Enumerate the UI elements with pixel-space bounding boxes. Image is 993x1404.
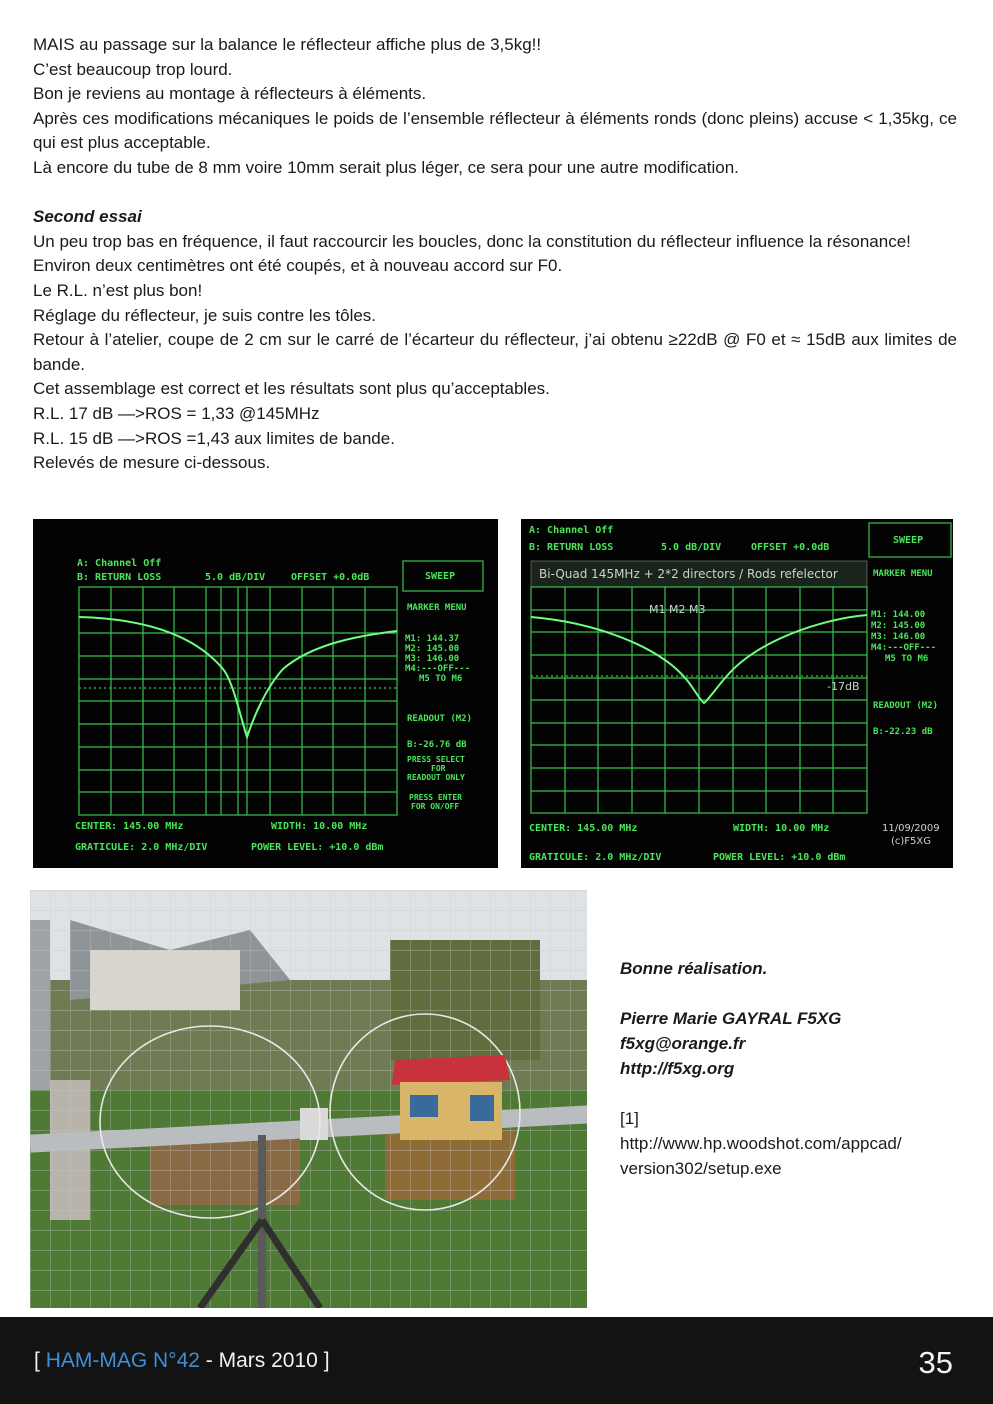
reference-url-line1[interactable]: http://www.hp.woodshot.com/appcad/: [620, 1134, 902, 1153]
author-email-link[interactable]: f5xg@orange.fr: [620, 1034, 746, 1053]
marker-4-readout: M4:---OFF---: [405, 664, 471, 674]
analyzer-display-1: [33, 519, 498, 868]
closing-greeting: Bonne réalisation.: [620, 959, 768, 978]
marker-1-readout: M1: 144.00: [871, 610, 926, 620]
page-footer: [0, 1317, 993, 1404]
marker-5-readout: M5 TO M6: [419, 674, 463, 684]
graticule-scale: GRATICULE: 2.0 MHz/DIV: [75, 842, 208, 853]
paragraph: Environ deux centimètres ont été coupés, et à nouveau accord sur F0.: [33, 256, 563, 276]
sweep-label: SWEEP: [425, 571, 456, 582]
analyzer-display-2: [521, 519, 953, 868]
capture-date: 11/09/2009: [882, 823, 940, 834]
marker-menu-label: MARKER MENU: [873, 569, 933, 579]
paragraph: Un peu trop bas en fréquence, il faut raccourcir les boucles, donc la constitution du réflecteur influence la résonance!: [33, 231, 911, 251]
center-frequency: CENTER: 145.00 MHz: [529, 823, 638, 834]
author-website-link[interactable]: http://f5xg.org: [620, 1059, 735, 1078]
paragraph: MAIS au passage sur la balance le réflecteur affiche plus de 3,5kg!!: [33, 35, 542, 54]
readout-value: B:-26.76 dB: [407, 740, 467, 750]
sweep-label: SWEEP: [893, 535, 924, 546]
paragraph: Cet assemblage est correct et les résultats sont plus qu’acceptables.: [33, 379, 550, 399]
hint-text: PRESS ENTER: [409, 793, 462, 802]
paragraph: Le R.L. n’est plus bon!: [33, 280, 203, 300]
span-width: WIDTH: 10.00 MHz: [733, 823, 830, 834]
analyzer-screenshot-1: [33, 519, 498, 868]
readout-label: READOUT (M2): [873, 701, 939, 711]
marker-2-readout: M2: 145.00: [871, 621, 926, 631]
span-width: WIDTH: 10.00 MHz: [271, 821, 368, 832]
marker-3-readout: M3: 146.00: [871, 632, 926, 642]
marker-menu-label: MARKER MENU: [407, 603, 467, 613]
bracket-open: [: [34, 1349, 40, 1372]
paragraph: Relevés de mesure ci-dessous.: [33, 453, 271, 473]
antenna-photo-illustration: [30, 890, 587, 1308]
graph-annotation: Bi-Quad 145MHz + 2*2 directors / Rods refelector: [539, 567, 838, 581]
issue-date: Mars 2010: [218, 1349, 318, 1372]
paragraph: R.L. 17 dB —>ROS = 1,33 @145MHz: [33, 403, 320, 423]
power-level: POWER LEVEL: +10.0 dBm: [251, 842, 384, 853]
paragraph: Retour à l’atelier, coupe de 2 cm sur le carré de l’écarteur du réflecteur, j’ai obtenu ≥22dB @ F0 et ≈ 15dB aux limites de bande.: [33, 330, 957, 374]
page-number: 35: [918, 1345, 953, 1380]
antenna-photo: [30, 890, 587, 1308]
readout-value: B:-22.23 dB: [873, 727, 933, 737]
paragraph: R.L. 15 dB —>ROS =1,43 aux limites de bande.: [33, 428, 395, 448]
capture-credit: (c)F5XG: [891, 836, 932, 847]
paragraph: Après ces modifications mécaniques le poids de l’ensemble réflecteur à éléments ronds (donc pleins) accuse < 1,35kg, ce qui est plus acceptable.: [33, 108, 957, 153]
spacer: [620, 1081, 960, 1106]
author-name: Pierre Marie GAYRAL F5XG: [620, 1009, 842, 1028]
channel-a-label: A: Channel Off: [77, 558, 162, 569]
marker-1-readout: M1: 144.37: [405, 634, 460, 644]
section-heading: Second essai: [33, 207, 142, 227]
readout-label: READOUT (M2): [407, 714, 473, 724]
offset-label: OFFSET +0.0dB: [751, 542, 830, 553]
article-body: [33, 33, 957, 476]
channel-b-label: B: RETURN LOSS: [77, 572, 162, 583]
marker-3-readout: M3: 146.00: [405, 654, 460, 664]
offset-label: OFFSET +0.0dB: [291, 572, 370, 583]
reference-number: [1]: [620, 1109, 639, 1128]
graticule-scale: GRATICULE: 2.0 MHz/DIV: [529, 852, 662, 863]
analyzer-screenshot-2: [521, 519, 953, 868]
spacer: [33, 181, 957, 206]
marker-4-readout: M4:---OFF---: [871, 643, 937, 653]
signature-block: [620, 956, 960, 1181]
power-level: POWER LEVEL: +10.0 dBm: [713, 852, 846, 863]
paragraph: Réglage du réflecteur, je suis contre les tôles.: [33, 305, 377, 325]
magazine-issue: HAM-MAG N°42: [45, 1349, 200, 1372]
marker-2-readout: M2: 145.00: [405, 644, 460, 654]
hint-text: FOR: [431, 764, 446, 773]
marker-5-readout: M5 TO M6: [885, 654, 929, 664]
scale-label: 5.0 dB/DIV: [205, 572, 266, 583]
scale-label: 5.0 dB/DIV: [661, 542, 722, 553]
channel-b-label: B: RETURN LOSS: [529, 542, 614, 553]
center-frequency: CENTER: 145.00 MHz: [75, 821, 184, 832]
paragraph: Bon je reviens au montage à réflecteurs à éléments.: [33, 84, 427, 104]
bracket-close: ]: [323, 1349, 330, 1372]
reference-url-line2[interactable]: version302/setup.exe: [620, 1159, 782, 1178]
separator: -: [205, 1349, 213, 1372]
paragraph: Là encore du tube de 8 mm voire 10mm serait plus léger, ce sera pour une autre modification.: [33, 157, 739, 177]
channel-a-label: A: Channel Off: [529, 525, 614, 536]
paragraph: C’est beaucoup trop lourd.: [33, 59, 233, 79]
marker-labels: M1 M2 M3: [649, 603, 706, 616]
issue-label: [34, 1349, 330, 1373]
reference-level-label: -17dB: [827, 680, 860, 693]
hint-text: READOUT ONLY: [407, 773, 465, 782]
hint-text: PRESS SELECT: [407, 755, 465, 764]
hint-text: FOR ON/OFF: [411, 802, 460, 811]
spacer: [620, 981, 960, 1006]
